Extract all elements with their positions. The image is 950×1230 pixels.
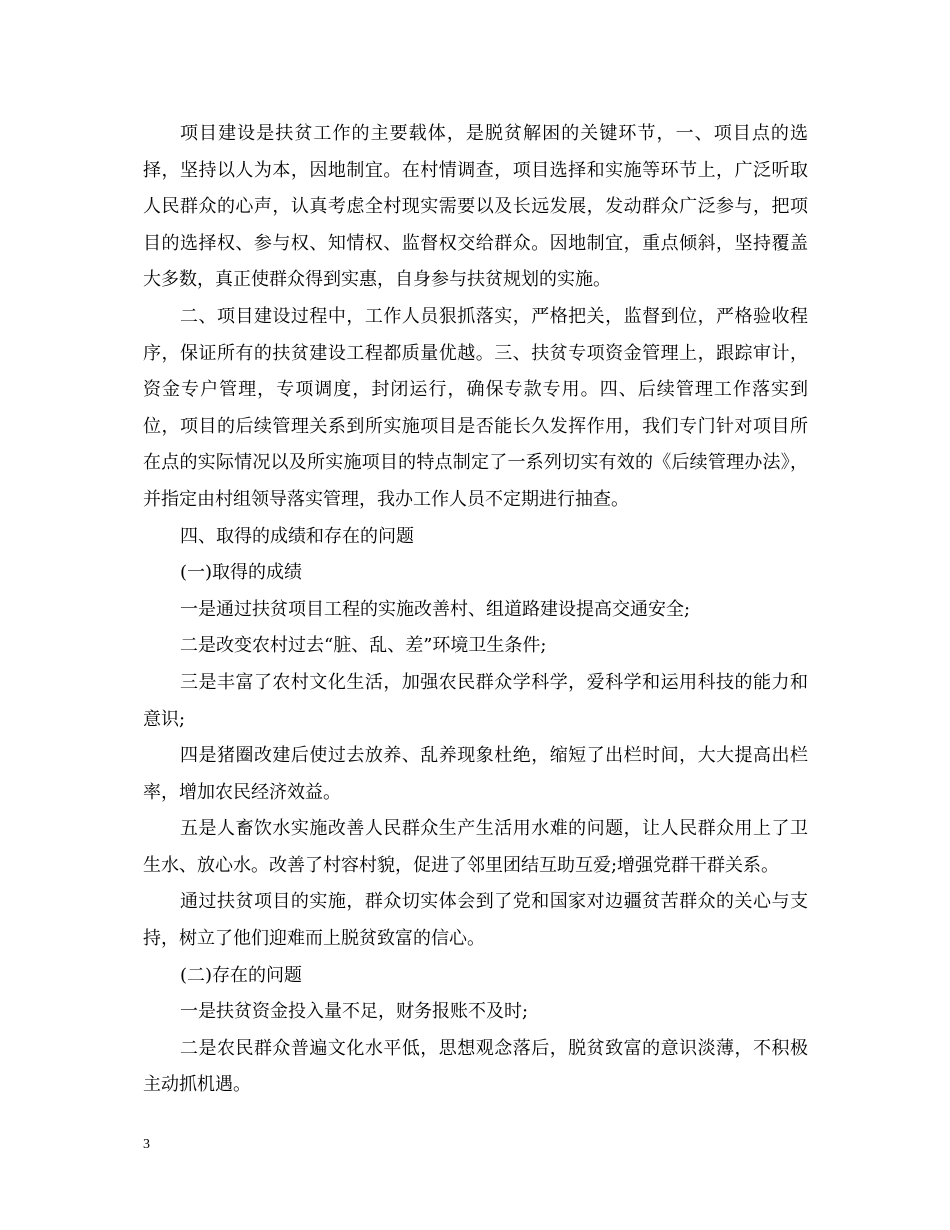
list-item-achievement-1: 一是通过扶贫项目工程的实施改善村、组道路建设提高交通安全; bbox=[180, 598, 691, 620]
document-body bbox=[143, 116, 808, 1104]
paragraph-project-process: 二、项目建设过程中，工作人员狠抓落实，严格把关，监督到位，严格验收程序，保证所有的扶贫建设工程都质量优越。三、扶贫专项资金管理上，跟踪审计，资金专户管理，专项调度，封闭运行，确保专款专用。四、后续管理工作落实到位，项目的后续管理关系到所实施项目是否能长久发挥作用，我们专门针对项目所在点的实际情况以及所实施项目的特点制定了一系列切实有效的《后续管理办法》，并指定由村组领导落实管理，我办工作人员不定期进行抽查。 bbox=[143, 305, 808, 510]
subheading-problems: (二)存在的问题 bbox=[180, 964, 303, 986]
paragraph-project-construction: 项目建设是扶贫工作的主要载体，是脱贫解困的关键环节，一、项目点的选择，坚持以人为本，因地制宜。在村情调查，项目选择和实施等环节上，广泛听取人民群众的心声，认真考虑全村现实需要以及长远发展，发动群众广泛参与，把项目的选择权、参与权、知情权、监督权交给群众。因地制宜，重点倾斜，坚持覆盖大多数，真正使群众得到实惠，自身参与扶贫规划的实施。 bbox=[143, 123, 808, 291]
page-number: 3 bbox=[143, 1137, 150, 1152]
paragraph-summary: 通过扶贫项目的实施，群众切实体会到了党和国家对边疆贫苦群众的关心与支持，树立了他们迎难而上脱贫致富的信心。 bbox=[143, 891, 808, 950]
list-item-problem-2: 二是农民群众普遍文化水平低，思想观念落后，脱贫致富的意识淡薄，不积极主动抓机遇。 bbox=[143, 1037, 808, 1096]
list-item-achievement-3: 三是丰富了农村文化生活，加强农民群众学科学，爱科学和运用科技的能力和意识; bbox=[143, 671, 808, 730]
list-item-problem-1: 一是扶贫资金投入量不足，财务报账不及时; bbox=[180, 1001, 529, 1023]
list-item-achievement-5: 五是人畜饮水实施改善人民群众生产生活用水难的问题，让人民群众用上了卫生水、放心水。改善了村容村貌，促进了邻里团结互助互爱;增强党群干群关系。 bbox=[143, 818, 808, 876]
subheading-achievements: (一)取得的成绩 bbox=[180, 562, 303, 584]
list-item-achievement-4: 四是猪圈改建后使过去放养、乱养现象杜绝，缩短了出栏时间，大大提高出栏率，增加农民经济效益。 bbox=[143, 745, 808, 803]
section-heading-achievements-problems: 四、取得的成绩和存在的问题 bbox=[180, 525, 414, 547]
list-item-achievement-2: 二是改变农村过去“脏、乱、差”环境卫生条件; bbox=[180, 635, 547, 657]
